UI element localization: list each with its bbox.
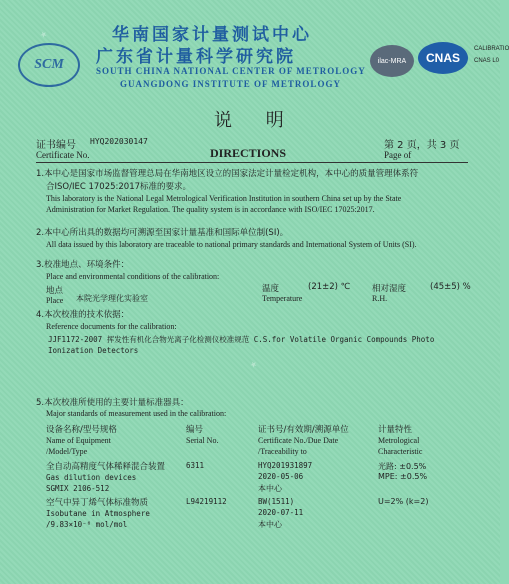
org-name-en-2: GUANGDONG INSTITUTE OF METROLOGY xyxy=(120,79,341,89)
place-label-cn: 地点 xyxy=(46,286,64,296)
row2-char-1: U=2% (k=2) xyxy=(378,497,429,506)
directions-title: DIRECTIONS xyxy=(210,146,287,160)
row1-name-cn: 全自动高精度气体稀释混合装置 xyxy=(46,462,166,472)
row1-model: SGMIX 2106-512 xyxy=(46,484,110,493)
rh-label-cn: 相对湿度 xyxy=(372,284,407,294)
place-label-en: Place xyxy=(46,296,64,305)
reference-doc-2: Ionization Detectors xyxy=(48,346,139,355)
s5-cn: 5.本次校准所使用的主要计量标准器具： xyxy=(36,398,189,408)
row1-serial: 6311 xyxy=(186,461,205,470)
col-equipment-en-2: /Model/Type xyxy=(46,447,88,456)
col-char-en-1: Metrological xyxy=(378,436,420,445)
divider xyxy=(36,162,468,163)
place-value: 本院光学理化实验室 xyxy=(76,294,148,303)
col-equipment-cn: 设备名称/型号规格 xyxy=(46,425,117,435)
s1-en-1: This laboratory is the National Legal Metrological Verification Institution in southern China set up by the State xyxy=(46,194,402,203)
row1-name-en: Gas dilution devices xyxy=(46,473,137,482)
scm-logo: SCM xyxy=(18,43,80,87)
page-title: 说 明 xyxy=(214,110,298,131)
temperature-label-cn: 温度 xyxy=(262,284,280,294)
s2-en: All data issued by this laboratory are traceable to national primary standards and International System of Units (SI). xyxy=(46,240,417,249)
col-cert-en-2: /Traceability to xyxy=(258,447,307,456)
org-name-cn-1: 华南国家计量测试中心 xyxy=(112,25,312,45)
page-count-en: Page of xyxy=(384,150,412,160)
cnas-logo: CNAS xyxy=(418,42,468,74)
row2-name-en: Isobutane in Atmosphere xyxy=(46,509,150,518)
col-char-en-2: Characteristic xyxy=(378,447,423,456)
ilac-mra-logo: ilac-MRA xyxy=(370,45,414,77)
org-name-en-1: SOUTH CHINA NATIONAL CENTER OF METROLOGY xyxy=(96,66,366,76)
row2-traceability: 本中心 xyxy=(258,520,282,529)
s1-cn-2: 合ISO/IEC 17025:2017标准的要求。 xyxy=(46,182,192,192)
cnas-side-text-1: CALIBRATIO xyxy=(474,46,509,52)
col-char-cn: 计量特性 xyxy=(378,425,413,435)
row2-name-cn: 空气中异丁烯气体标准物质 xyxy=(46,498,149,508)
reference-doc-1: JJF1172-2007 挥发性有机化合物光离子化检测仪校准规范 C.S.for Volatile Organic Compounds Photo xyxy=(48,335,435,344)
rh-value: (45±5) % xyxy=(430,282,471,292)
cnas-side-text-2: CNAS L0 xyxy=(474,58,500,64)
col-cert-cn: 证书号/有效期/溯源单位 xyxy=(258,425,349,435)
col-serial-en: Serial No. xyxy=(186,436,219,445)
temperature-value: (21±2) ℃ xyxy=(308,282,351,292)
page-count-cn: 第 2 页，共 3 页 xyxy=(384,140,460,151)
row1-cert-no: HYQ201931897 xyxy=(258,461,313,470)
s4-en: Reference documents for the calibration: xyxy=(46,322,177,331)
row2-cert-no: BW(1511) xyxy=(258,497,295,506)
col-cert-en-1: Certificate No./Due Date xyxy=(258,436,339,445)
s4-cn: 4.本次校准的技术依据： xyxy=(36,310,130,320)
rh-label-en: R.H. xyxy=(372,294,388,303)
col-serial-cn: 编号 xyxy=(186,425,204,435)
s2-cn: 2.本中心所出具的数据均可溯源至国家计量基准和国际单位制(SI)。 xyxy=(36,228,289,238)
row1-traceability: 本中心 xyxy=(258,484,282,493)
s1-en-2: Administration for Market Regulation. The quality system is in accordance with ISO/IEC 17025:2017. xyxy=(46,205,375,214)
s3-en: Place and environmental conditions of the calibration: xyxy=(46,272,220,281)
temperature-label-en: Temperature xyxy=(262,294,303,303)
col-equipment-en-1: Name of Equipment xyxy=(46,436,111,445)
cert-no-label-cn: 证书编号 xyxy=(36,140,76,151)
s1-cn-1: 1.本中心是国家市场监督管理总局在华南地区设立的国家法定计量检定机构，本中心的质量管理体系符 xyxy=(36,169,419,179)
row1-char-2: MPE: ±0.5% xyxy=(378,472,428,481)
watermark: ★ xyxy=(38,28,49,41)
row2-concentration: /9.83×10⁻⁶ mol/mol xyxy=(46,520,128,529)
org-name-cn-2: 广东省计量科学研究院 xyxy=(96,47,296,67)
s3-cn: 3.校准地点、环境条件： xyxy=(36,260,130,270)
watermark: ★ xyxy=(248,358,259,371)
row1-due-date: 2020-05-06 xyxy=(258,472,304,481)
cert-number: HYQ202030147 xyxy=(90,137,148,146)
cert-no-label-en: Certificate No. xyxy=(36,150,90,160)
row1-char-1: 光路: ±0.5% xyxy=(378,462,427,471)
row2-due-date: 2020-07-11 xyxy=(258,508,304,517)
row2-serial: L94219112 xyxy=(186,497,227,506)
s5-en: Major standards of measurement used in the calibration: xyxy=(46,409,227,418)
